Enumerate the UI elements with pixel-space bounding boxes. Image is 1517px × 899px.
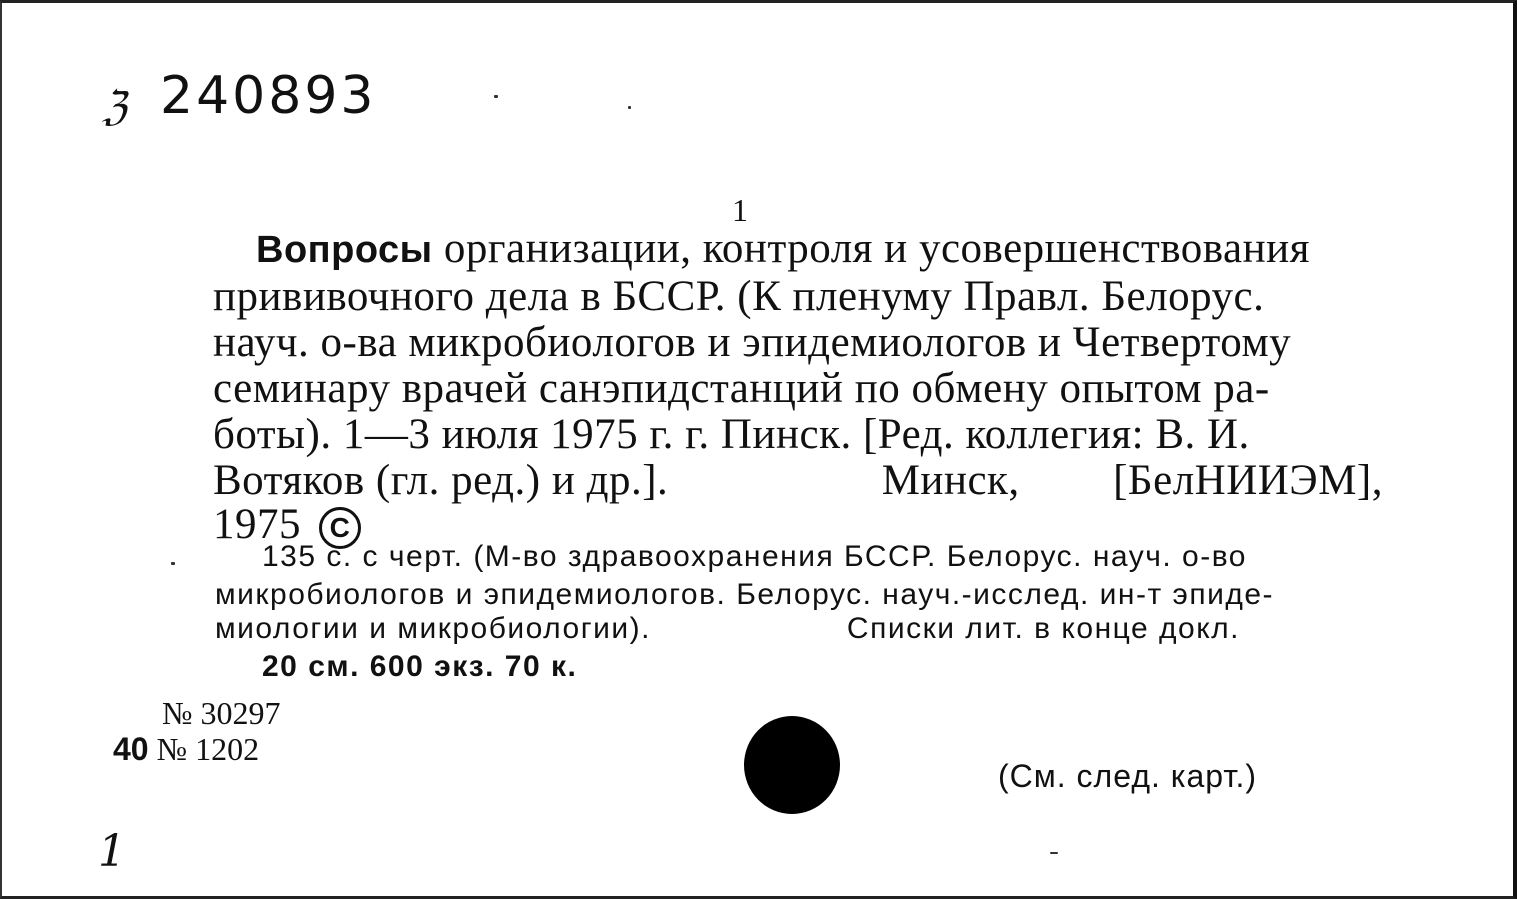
speck xyxy=(628,106,631,109)
bibliography-note: Списки лит. в конце докл. xyxy=(846,612,1240,645)
shelf-number-value: № 1202 xyxy=(156,731,260,767)
body-line-4: семинару врачей санэпидстанций по обмену опытом ра- xyxy=(213,365,1270,412)
series-text: миологии и микробиологии). xyxy=(215,612,651,645)
handwritten-mark: ℨ xyxy=(102,84,127,130)
speck xyxy=(171,562,175,565)
body-line-6 xyxy=(213,456,1383,505)
copyright-icon: C xyxy=(319,507,361,549)
physical-details: 20 см. 600 экз. 70 к. xyxy=(262,650,578,683)
punch-hole xyxy=(744,716,840,814)
handwritten-bottom-mark: 1 xyxy=(98,826,126,877)
publisher-text: [БелНИИЭМ], xyxy=(1113,457,1383,504)
body-line-3: науч. о-ва микробиологов и эпидемиологов и Четвертому xyxy=(213,319,1292,366)
body-line-5: боты). 1—3 июля 1975 г. г. Пинск. [Ред. коллегия: В. И. xyxy=(213,411,1250,458)
shelf-number xyxy=(113,731,259,768)
title-bold-word: Вопросы xyxy=(256,229,433,271)
title-rest: организации, контроля и усовершенствования xyxy=(432,225,1310,272)
title-line xyxy=(256,224,1310,273)
shelf-prefix: 40 xyxy=(113,731,149,767)
description-line-2: микробиологов и эпидемиологов. Белорус. науч.-исслед. ин-т эпиде- xyxy=(215,578,1275,611)
description-line-3 xyxy=(215,612,1240,646)
card-sequence-number: 1 xyxy=(732,192,748,228)
speck xyxy=(494,95,498,98)
see-next-card-note: (См. след. карт.) xyxy=(998,758,1258,794)
body-line-2: прививочного дела в БССР. (К пленуму Правл. Белорус. xyxy=(213,273,1265,320)
accession-number: № 30297 xyxy=(162,695,281,731)
editors-text: Вотяков (гл. ред.) и др.]. xyxy=(213,457,669,504)
description-line-1: 135 с. с черт. (М-во здравоохранения БССР. Белорус. науч. о-во xyxy=(262,540,1247,573)
description-line-4 xyxy=(262,650,577,684)
year-text: 1975 xyxy=(213,501,301,548)
speck xyxy=(1050,852,1058,854)
handwritten-number: 240893 xyxy=(160,66,377,126)
place-text: Минск, xyxy=(881,457,1020,504)
